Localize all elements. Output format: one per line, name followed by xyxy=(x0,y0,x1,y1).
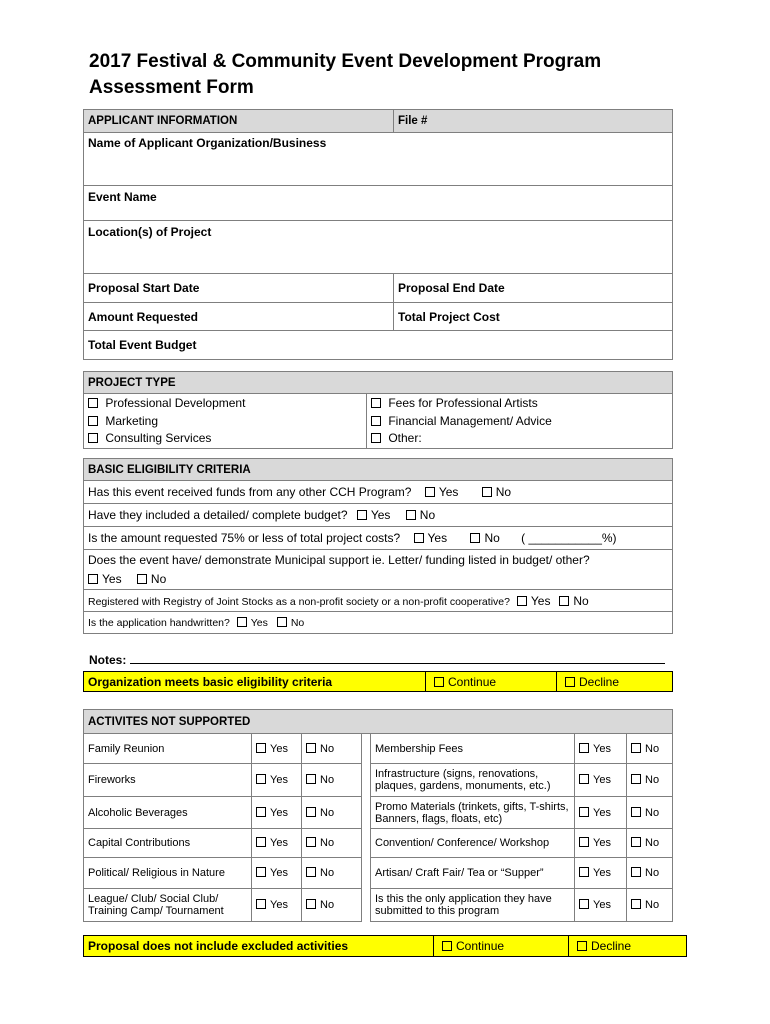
end-date-field[interactable] xyxy=(394,274,673,303)
no-option[interactable]: No xyxy=(306,774,334,786)
checkbox-icon[interactable] xyxy=(371,433,381,443)
activity-left-label: Alcoholic Beverages xyxy=(88,806,188,819)
no-option[interactable]: No xyxy=(306,837,334,849)
checkbox-icon[interactable] xyxy=(579,774,589,784)
applicant-info-header: APPLICANT INFORMATION xyxy=(84,110,394,133)
project-type-option[interactable]: Financial Management/ Advice xyxy=(371,413,668,431)
checkbox-icon[interactable] xyxy=(256,774,266,784)
checkbox-icon[interactable] xyxy=(256,807,266,817)
checkbox-icon[interactable] xyxy=(256,743,266,753)
notes-row xyxy=(89,652,665,667)
no-option[interactable]: No xyxy=(306,807,334,819)
eligibility-q4: Does the event have/ demonstrate Municipal support ie. Letter/ funding listed in budget/ other? Yes No xyxy=(84,550,673,590)
yes-option[interactable]: Yes xyxy=(414,531,448,545)
activity-right-label: Infrastructure (signs, renovations, plaques, gardens, monuments, etc.) xyxy=(375,768,551,792)
yes-option[interactable]: Yes xyxy=(579,807,611,819)
activity-right-label: Convention/ Conference/ Workshop xyxy=(375,837,550,849)
event-name-label: Event Name xyxy=(88,190,157,204)
notes-line[interactable] xyxy=(130,652,665,664)
checkbox-icon[interactable] xyxy=(277,617,287,627)
no-option[interactable]: No xyxy=(306,743,334,755)
activity-row xyxy=(84,734,673,764)
checkbox-icon[interactable] xyxy=(442,941,452,951)
file-number-label: File # xyxy=(394,110,673,133)
criteria-continue-option[interactable]: Continue xyxy=(426,672,557,692)
no-option[interactable]: No xyxy=(137,572,166,586)
yes-option[interactable]: Yes xyxy=(256,743,288,755)
activity-right-label: Promo Materials (trinkets, gifts, T-shirts, Banners, flags, floats, etc) xyxy=(375,800,569,825)
org-name-label: Name of Applicant Organization/Business xyxy=(88,136,327,150)
amount-requested-label: Amount Requested xyxy=(88,309,199,324)
project-type-option[interactable]: Marketing xyxy=(88,413,362,431)
notes-label: Notes: xyxy=(89,653,127,667)
checkbox-icon[interactable] xyxy=(137,574,147,584)
eligibility-q5: Registered with Registry of Joint Stocks as a non-profit society or a non-profit cooperative? Yes No xyxy=(84,590,673,612)
activity-right-label: Artisan/ Craft Fair/ Tea or “Supper” xyxy=(375,867,544,879)
no-option[interactable]: No xyxy=(631,899,659,911)
checkbox-icon[interactable] xyxy=(579,837,589,847)
checkbox-icon[interactable] xyxy=(306,867,316,877)
activity-left-label: Capital Contributions xyxy=(88,837,191,849)
no-option[interactable]: No xyxy=(631,774,659,786)
activity-left-label: Family Reunion xyxy=(88,742,165,755)
event-budget-label: Total Event Budget xyxy=(88,338,197,352)
checkbox-icon[interactable] xyxy=(371,416,381,426)
yes-option[interactable]: Yes xyxy=(237,617,268,629)
title-line-2: Assessment Form xyxy=(89,77,254,98)
checkbox-icon[interactable] xyxy=(631,807,641,817)
activity-row xyxy=(84,858,673,889)
activity-row xyxy=(84,829,673,858)
activity-left-label: Political/ Religious in Nature xyxy=(88,867,225,879)
project-type-option[interactable]: Other: xyxy=(371,430,668,448)
yes-option[interactable]: Yes xyxy=(579,867,611,879)
checkbox-icon[interactable] xyxy=(306,774,316,784)
no-option[interactable]: No xyxy=(559,594,588,608)
yes-option[interactable]: Yes xyxy=(256,899,288,911)
checkbox-icon[interactable] xyxy=(306,837,316,847)
yes-option[interactable]: Yes xyxy=(579,774,611,786)
checkbox-icon[interactable] xyxy=(371,398,381,408)
yes-option[interactable]: Yes xyxy=(579,899,611,911)
checkbox-icon[interactable] xyxy=(482,487,492,497)
yes-option[interactable]: Yes xyxy=(256,774,288,786)
checkbox-icon[interactable] xyxy=(306,743,316,753)
eligibility-header: BASIC ELIGIBILITY CRITERIA xyxy=(84,459,673,481)
form-title xyxy=(89,49,689,101)
applicant-info-table xyxy=(83,109,673,360)
end-date-label: Proposal End Date xyxy=(398,281,505,295)
checkbox-icon[interactable] xyxy=(88,398,98,408)
yes-option[interactable]: Yes xyxy=(88,572,122,586)
checkbox-icon[interactable] xyxy=(306,899,316,909)
project-type-table xyxy=(83,371,673,449)
checkbox-icon[interactable] xyxy=(577,941,587,951)
yes-option[interactable]: Yes xyxy=(357,508,391,522)
checkbox-icon[interactable] xyxy=(579,807,589,817)
org-name-field[interactable] xyxy=(84,133,673,186)
location-field[interactable] xyxy=(84,221,673,274)
proposal-continue-option[interactable]: Continue xyxy=(434,936,569,957)
proposal-decline-option[interactable]: Decline xyxy=(569,936,687,957)
total-cost-label: Total Project Cost xyxy=(398,309,500,324)
no-option[interactable]: No xyxy=(631,807,659,819)
title-line-1: 2017 Festival & Community Event Development Program xyxy=(89,51,602,72)
project-type-option[interactable]: Professional Development xyxy=(88,395,362,413)
criteria-table xyxy=(83,671,673,692)
project-type-header: PROJECT TYPE xyxy=(84,372,673,394)
yes-option[interactable]: Yes xyxy=(579,743,611,755)
eligibility-q1: Has this event received funds from any other CCH Program? Yes No xyxy=(84,481,673,504)
location-label: Location(s) of Project xyxy=(88,225,212,239)
checkbox-icon[interactable] xyxy=(631,867,641,877)
checkbox-icon[interactable] xyxy=(425,487,435,497)
event-budget-field[interactable] xyxy=(84,331,673,360)
checkbox-icon[interactable] xyxy=(470,533,480,543)
amount-requested-field[interactable] xyxy=(84,303,394,331)
checkbox-icon[interactable] xyxy=(631,899,641,909)
no-option[interactable]: No xyxy=(482,485,511,499)
eligibility-table xyxy=(83,458,673,634)
start-date-label: Proposal Start Date xyxy=(88,281,200,295)
checkbox-icon[interactable] xyxy=(256,867,266,877)
activity-right-label: Membership Fees xyxy=(375,742,464,755)
no-option[interactable]: No xyxy=(631,743,659,755)
yes-option[interactable]: Yes xyxy=(517,594,551,608)
no-option[interactable]: No xyxy=(306,899,334,911)
checkbox-icon[interactable] xyxy=(256,899,266,909)
yes-option[interactable]: Yes xyxy=(256,807,288,819)
total-cost-field[interactable] xyxy=(394,303,673,331)
criteria-label: Organization meets basic eligibility criteria xyxy=(84,672,426,692)
checkbox-icon[interactable] xyxy=(579,743,589,753)
yes-option[interactable]: Yes xyxy=(579,837,611,849)
activity-right-label: Is this the only application they have submitted to this program xyxy=(375,893,552,917)
activity-row xyxy=(84,764,673,797)
checkbox-icon[interactable] xyxy=(559,596,569,606)
checkbox-icon[interactable] xyxy=(579,899,589,909)
checkbox-icon[interactable] xyxy=(357,510,367,520)
eligibility-q6: Is the application handwritten? Yes No xyxy=(84,612,673,634)
activity-row xyxy=(84,889,673,922)
checkbox-icon[interactable] xyxy=(517,596,527,606)
checkbox-icon[interactable] xyxy=(237,617,247,627)
checkbox-icon[interactable] xyxy=(414,533,424,543)
activity-left-label: Fireworks xyxy=(88,774,136,786)
project-type-option[interactable]: Fees for Professional Artists xyxy=(371,395,668,413)
no-option[interactable]: No xyxy=(631,837,659,849)
checkbox-icon[interactable] xyxy=(631,837,641,847)
activity-row xyxy=(84,797,673,829)
checkbox-icon[interactable] xyxy=(88,433,98,443)
checkbox-icon[interactable] xyxy=(88,416,98,426)
no-option[interactable]: No xyxy=(470,531,499,545)
yes-option[interactable]: Yes xyxy=(425,485,459,499)
checkbox-icon[interactable] xyxy=(631,774,641,784)
percent-field[interactable]: ( ___________%) xyxy=(521,531,617,545)
checkbox-icon[interactable] xyxy=(631,743,641,753)
event-name-field[interactable] xyxy=(84,186,673,221)
checkbox-icon[interactable] xyxy=(306,807,316,817)
proposal-label: Proposal does not include excluded activities xyxy=(84,936,434,957)
checkbox-icon[interactable] xyxy=(565,677,575,687)
no-option[interactable]: No xyxy=(631,867,659,879)
yes-option[interactable]: Yes xyxy=(256,867,288,879)
checkbox-icon[interactable] xyxy=(406,510,416,520)
activities-table xyxy=(83,709,673,734)
start-date-field[interactable] xyxy=(84,274,394,303)
proposal-table xyxy=(83,935,687,957)
no-option[interactable]: No xyxy=(277,617,304,629)
checkbox-icon[interactable] xyxy=(579,867,589,877)
project-type-option[interactable]: Consulting Services xyxy=(88,430,362,448)
activities-rows xyxy=(83,733,673,922)
checkbox-icon[interactable] xyxy=(256,837,266,847)
checkbox-icon[interactable] xyxy=(88,574,98,584)
criteria-decline-option[interactable]: Decline xyxy=(557,672,673,692)
checkbox-icon[interactable] xyxy=(434,677,444,687)
no-option[interactable]: No xyxy=(306,867,334,879)
yes-option[interactable]: Yes xyxy=(256,837,288,849)
eligibility-q3: Is the amount requested 75% or less of total project costs? Yes No ( ___________%) xyxy=(84,527,673,550)
no-option[interactable]: No xyxy=(406,508,435,522)
activities-header: ACTIVITES NOT SUPPORTED xyxy=(84,710,673,734)
eligibility-q2: Have they included a detailed/ complete budget? Yes No xyxy=(84,504,673,527)
activity-left-label: League/ Club/ Social Club/ Training Camp/ Tournament xyxy=(88,893,224,917)
